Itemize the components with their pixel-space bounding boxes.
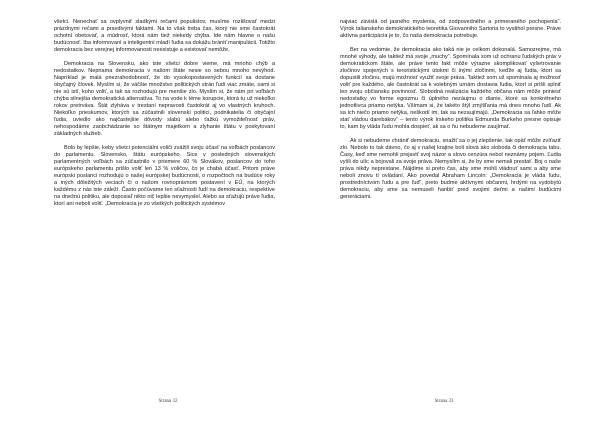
right-page [300,0,600,424]
page-number: Strana 32 [158,399,178,404]
right-page-text [340,19,561,201]
paragraph: Demokracia na Slovensku, ako iste všetci dobre vieme, má mnoho chýb a nedostatkov. Nepriama demokracia v našom štáte nesie so sebou mnoho nevýhod. Napríklad je malá priezrahodobnosť, že do vysokopostavených funkcií sa dostane obyčajný človek. Myslím si, že väčšie množstvo politických strán ľudí viac zmäte, sami si nie sú istí, koho voliť, a tak sa rozhodujú pre menšie zlo. Myslím si, že nám pri voľbách chýba silnejšia demokratická alternatíva. To na vode k téme korupcie, ktorá tu už niekoľko rokov pretrváva. Štát zlyháva v trestaní nepravosti častokrát aj vo vlastných kruhoch. Niekoľko prieskumov, ktorých sa zúčastnili slovenskí politici, podnikatelia či obyčajní ľudia, uviedlo ako najčastejšie dôvody slabú alebo ťažkú vymožiteľnosť práv, nehospodárne zaobchádzanie so štátnym majetkom a zlyhanie štátu v poskytovaní základných služieb. [54,61,275,138]
paragraph: Ak si nebudeme chrániť demokraciu, snažiť sa o jej zlepšenie, tak opäť môže zvíťaziť zlo. Nebolo to tak dávno, čo aj v našej krajine boli slová ako sloboda či demokracia tabu. Časy, keď sme nemohli prejaviť svoj názor a slovo cenzúra nebol neznámy pojem. Ľudia vyšli do ulíc a bojovali za svoje práva. Nemyslím si, že by sme nemali prestať. Boj o naše práva nikdy neprestane. Nájdime si preto čas, aby sme mohli vládnuť sami a aby sme neboli znovu ti ovládaní. Ako povedal Abraham Lincoln: „Demokracia je vláda ľudu, prostredníctvom ľudu a pre ľud“, preto budme aktívnymi občanmi, hrdými na vydobytú demokraciu, aby sme sa nemuseli hanbiť pred svojimi deťmi a našimi budúcimi generáciami. [340,138,561,201]
paragraph: všetci. Nenechať sa ovplyvniť sladkými rečami populistov, musíme rozlišovať medzi prázdnymi rečami a pravdivými faktami. Na to však treba čas, ktorý nie sme častokrát ochotní obetovať, a múdrosť, ktorá nám tiež niekedy chýba. Ide nám hlavne o našu budúcnosť. Iba informovaní a inteligentní mladí ľudia sa dokážu brániť manipulácii. Totižto demokracia bez verejnej informovanosti neexistuje a existovať nemôže. [54,19,275,54]
paragraph: Bolo by lepšie, keby všetci potenciálni voliči zvážili svoju účasť na voľbách poslancov do parlamentu. Slovensko, štátu európskeho. Sice v posledných slovenských parlamentných voľbách sa zúčastnilo v priemere 60 % Slovákov, poslancov do toho európskeho parlamentu prišlo voliť len 13 % voličov, čo je chabá účasť. Pritom práve európski poslanci rozhodujú o našej európskej budúcnosti, o rozpočtoch na budúce roky a iných dôležitých veciach či o našom rovnoprávnom postavení v EÚ, na ktorých každému z nás iste záleží. Často počúvame len sťažnosti ľudí na demokraciu, respektíve na dnešnú politiku, ale doposiaľ nikto nič lepšie nevymyslel. Alebo sa sťažujú práve ľudia, ktorí ani neboli voliť. „Demokracia je zo všetkých politických systémov [54,145,275,208]
paragraph: najviac závislá od jasného myslenia, od zodpovedného a primeraného pochopenia“. Výrok talianskeho demokratického teoretika Giovanniho Sartoria to vystihol presne. Práve aktívna participácia je to, čo naša demokracia potrebuje. [340,19,561,40]
left-page-text [54,19,275,208]
paragraph: Ber na vedomie, že demokracia ako taká nie je celkom dokonalá. Samozrejme, má mnohé výhody, ale taktiež má svoje „muchy“. Spomínala som už ochranu ľudských práv v demokratickom štáte, ale práve tento fakt môže výrazne skomplikovať vyšetrovanie zločinov spojených s teroristickými útokmi či inými zločinmi, keďže aj ľudia, ktorí sa dopustili zločinu, majú možnosť využiť svoje práva. Taktiež som už spomínala aj možnosť voliť pre každého, ale častokrát sa k volebným urnám dostavia ľudia, ktorí si prišli splniť len svoju občiansku povinnosť. Slobodná realizácia každého občana nám môže priniesť nedostatky vo forme egoizmu či úplného nezáujmu o dianie, ktoré sa konkrétneho jednotlivca priamo netýka. Všímam si, že takéto štýl zmýšľania má dnes mnoho ľudí. Ak sa ich niečo priamo netýka, neškodí im, tak sa nezaujímajú. „Demokracia sa ľahko môže stať vládou darebákov“ – tento výrok írskeho politika Edmunda Burkeho presne opisuje to, kam by vláda ľudu mohla dospieť, ak sa o ňu nebudeme zaujímať. [340,47,561,131]
page-number: Strana 33 [434,399,454,404]
